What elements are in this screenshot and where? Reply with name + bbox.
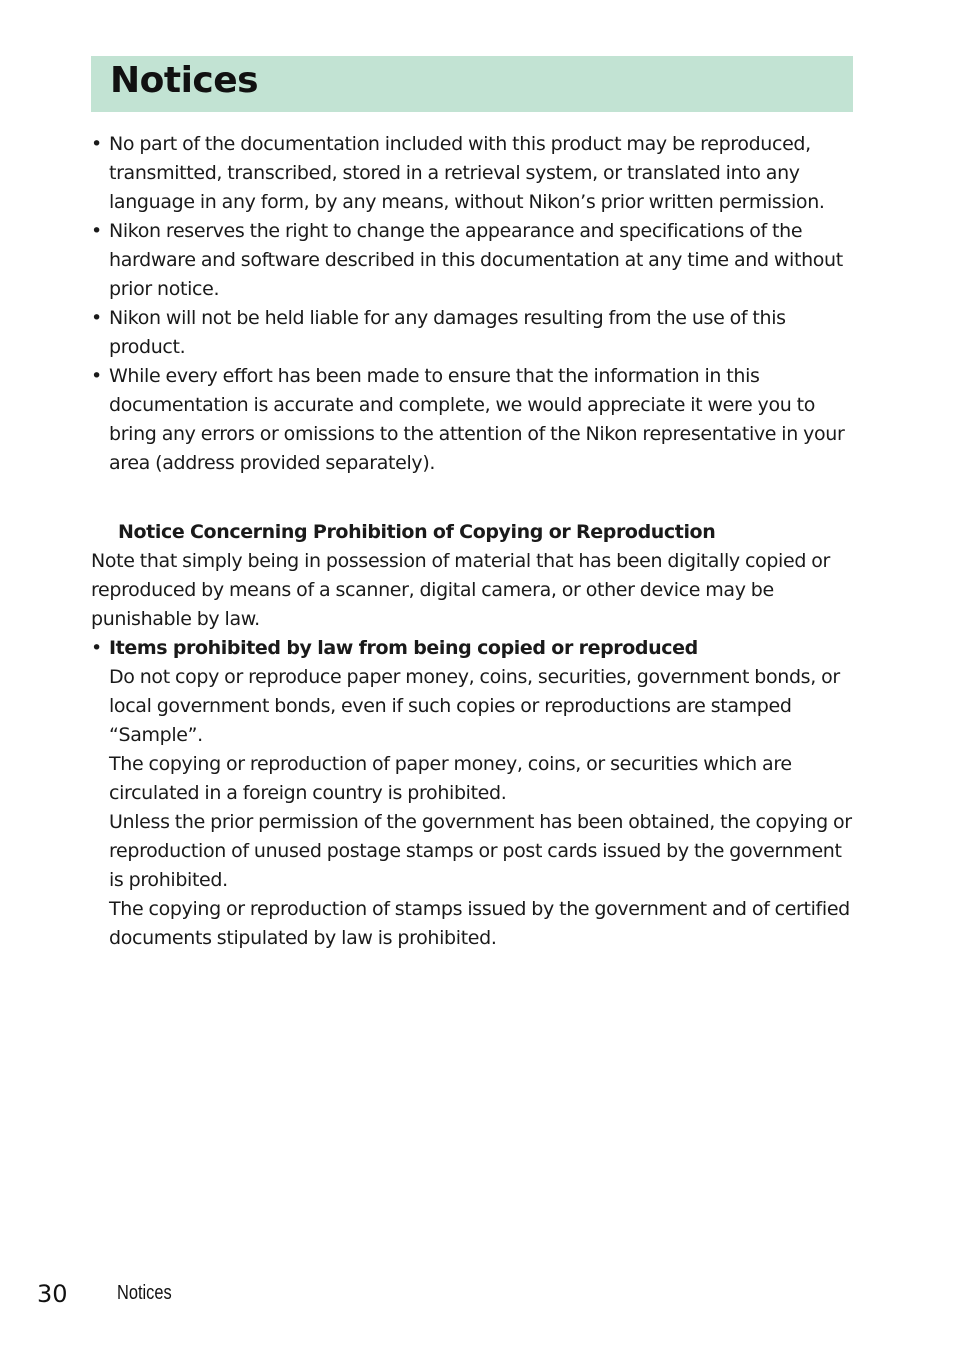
prohibited-items-block xyxy=(91,634,861,953)
page-title-bar xyxy=(91,56,853,112)
list-item-text: While every effort has been made to ensure that the information in this documentation is accurate and complete, we would appreciate it were you to bring any errors or omissions to the attention of the Nikon representative in your area (address provided separately). xyxy=(109,365,845,474)
paragraph: The copying or reproduction of stamps issued by the government and of certified documents stipulated by law is prohibited. xyxy=(109,898,850,949)
list-item xyxy=(91,362,861,478)
paragraph: The copying or reproduction of paper money, coins, or securities which are circulated in a foreign country is prohibited. xyxy=(109,753,792,804)
bullet-icon: • xyxy=(91,307,102,329)
list-item xyxy=(91,130,861,217)
copying-prohibition-section xyxy=(91,518,861,953)
bullet-icon: • xyxy=(91,637,102,659)
footer-section-label: Notices xyxy=(117,1282,172,1304)
paragraph: Unless the prior permission of the government has been obtained, the copying or reproduction of unused postage stamps or post cards issued by the government is prohibited. xyxy=(109,811,852,891)
list-item xyxy=(91,217,861,304)
page-title: Notices xyxy=(110,60,259,101)
section-intro: Note that simply being in possession of material that has been digitally copied or reproduced by means of a scanner, digital camera, or other device may be punishable by law. xyxy=(91,550,830,630)
list-item-text: No part of the documentation included with this product may be reproduced, transmitted, transcribed, stored in a retrieval system, or translated into any language in any form, by any means, without Nikon’s prior written permission. xyxy=(109,133,825,213)
page-number: 30 xyxy=(37,1280,68,1308)
bullet-icon: • xyxy=(91,133,102,155)
list-item-text: Nikon will not be held liable for any damages resulting from the use of this product. xyxy=(109,307,786,358)
bullet-icon: • xyxy=(91,220,102,242)
prohibited-items-title: Items prohibited by law from being copied or reproduced xyxy=(109,637,698,659)
list-item xyxy=(91,304,861,362)
paragraph: Do not copy or reproduce paper money, coins, securities, government bonds, or local government bonds, even if such copies or reproductions are stamped “Sample”. xyxy=(109,666,840,746)
list-item-text: Nikon reserves the right to change the appearance and specifications of the hardware and software described in this documentation at any time and without prior notice. xyxy=(109,220,843,300)
section-heading: Notice Concerning Prohibition of Copying or Reproduction xyxy=(118,521,716,543)
notices-list xyxy=(91,130,861,478)
bullet-icon: • xyxy=(91,365,102,387)
